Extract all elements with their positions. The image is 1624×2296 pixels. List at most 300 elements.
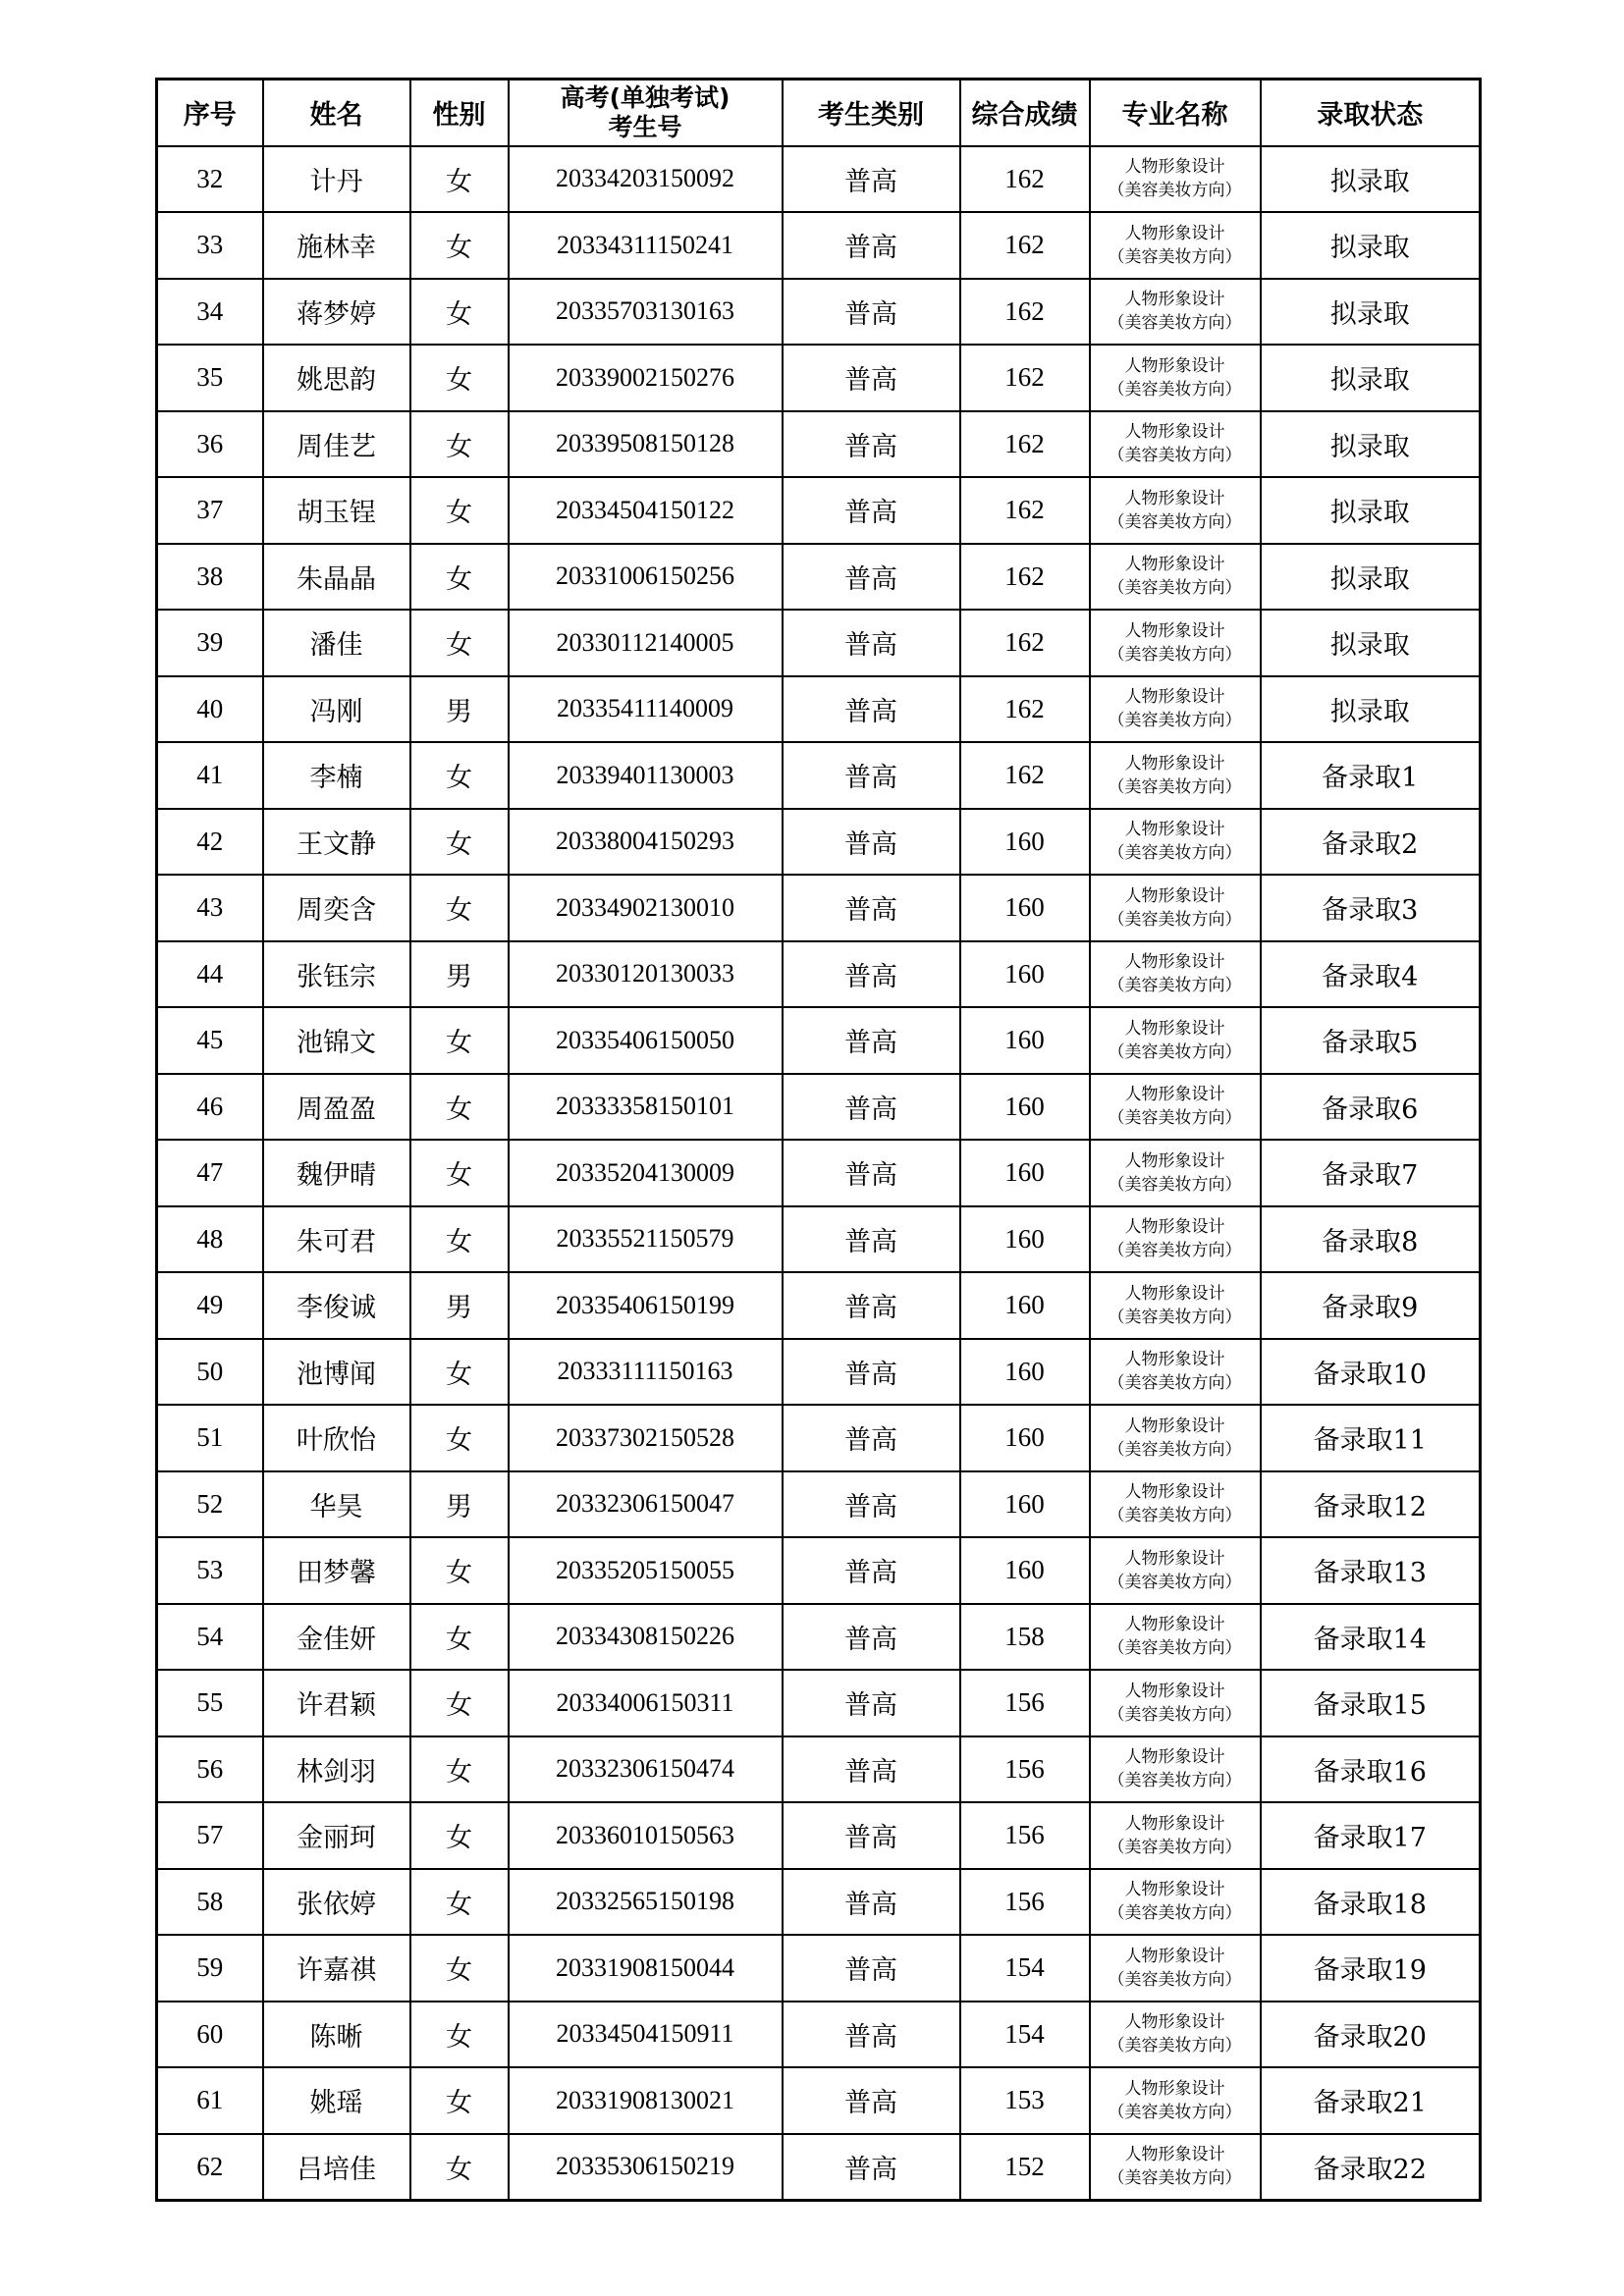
cell-major-line1: 人物形象设计 — [1124, 1350, 1225, 1370]
cell-category: 普高 — [783, 544, 960, 611]
cell-category: 普高 — [783, 1007, 960, 1074]
cell-score: 160 — [960, 875, 1090, 941]
cell-major — [1090, 279, 1261, 346]
cell-status: 拟录取 — [1261, 411, 1481, 478]
cell-category: 普高 — [783, 1206, 960, 1273]
cell-name: 张依婷 — [263, 1869, 410, 1936]
cell-major — [1090, 345, 1261, 411]
cell-major-line2: （美容美妆方向） — [1108, 1506, 1242, 1526]
cell-gender: 女 — [410, 1007, 509, 1074]
cell-status: 备录取12 — [1261, 1471, 1481, 1538]
cell-seq: 52 — [157, 1471, 263, 1538]
cell-score: 154 — [960, 1935, 1090, 2002]
cell-category: 普高 — [783, 411, 960, 478]
cell-gender: 女 — [410, 2002, 509, 2068]
cell-major — [1090, 1339, 1261, 1406]
cell-seq: 57 — [157, 1802, 263, 1869]
cell-name: 池博闻 — [263, 1339, 410, 1406]
cell-major-line2: （美容美妆方向） — [1108, 711, 1242, 731]
cell-major-line1: 人物形象设计 — [1124, 1681, 1225, 1701]
cell-major-line2: （美容美妆方向） — [1108, 909, 1242, 930]
cell-category: 普高 — [783, 2134, 960, 2201]
table-row — [157, 1272, 1481, 1339]
cell-major-line1: 人物形象设计 — [1124, 157, 1225, 178]
cell-major — [1090, 1206, 1261, 1273]
cell-major-line1: 人物形象设计 — [1124, 2012, 1225, 2033]
cell-name: 周佳艺 — [263, 411, 410, 478]
cell-major-line2: （美容美妆方向） — [1108, 976, 1242, 996]
cell-major — [1090, 477, 1261, 544]
cell-name: 周奕含 — [263, 875, 410, 941]
cell-exam-id: 20336010150563 — [509, 1802, 783, 1869]
cell-seq: 37 — [157, 477, 263, 544]
cell-seq: 40 — [157, 676, 263, 743]
cell-exam-id: 20335205150055 — [509, 1537, 783, 1604]
cell-major-line2: （美容美妆方向） — [1108, 446, 1242, 466]
cell-major — [1090, 2067, 1261, 2134]
cell-major-line2: （美容美妆方向） — [1108, 843, 1242, 864]
cell-seq: 44 — [157, 941, 263, 1008]
cell-score: 162 — [960, 742, 1090, 809]
cell-major-line2: （美容美妆方向） — [1108, 313, 1242, 334]
table-row — [157, 1670, 1481, 1736]
cell-major-line1: 人物形象设计 — [1124, 620, 1225, 641]
header-major: 专业名称 — [1090, 80, 1261, 146]
table-row — [157, 1339, 1481, 1406]
cell-major — [1090, 742, 1261, 809]
cell-score: 156 — [960, 1670, 1090, 1736]
cell-status: 备录取4 — [1261, 941, 1481, 1008]
cell-major-line1: 人物形象设计 — [1124, 1548, 1225, 1569]
cell-seq: 35 — [157, 345, 263, 411]
cell-major-line2: （美容美妆方向） — [1108, 1969, 1242, 1990]
cell-exam-id: 20339002150276 — [509, 345, 783, 411]
cell-major — [1090, 610, 1261, 676]
cell-seq: 59 — [157, 1935, 263, 2002]
cell-seq: 45 — [157, 1007, 263, 1074]
cell-exam-id: 20339508150128 — [509, 411, 783, 478]
cell-score: 160 — [960, 1272, 1090, 1339]
cell-category: 普高 — [783, 1537, 960, 1604]
cell-major-line1: 人物形象设计 — [1124, 1085, 1225, 1105]
table-row — [157, 1869, 1481, 1936]
cell-category: 普高 — [783, 941, 960, 1008]
cell-score: 156 — [960, 1802, 1090, 1869]
cell-name: 姚瑶 — [263, 2067, 410, 2134]
cell-status: 备录取17 — [1261, 1802, 1481, 1869]
cell-gender: 女 — [410, 2067, 509, 2134]
cell-major — [1090, 1537, 1261, 1604]
cell-major — [1090, 1074, 1261, 1141]
cell-gender: 女 — [410, 1339, 509, 1406]
cell-seq: 60 — [157, 2002, 263, 2068]
cell-major-line1: 人物形象设计 — [1124, 1946, 1225, 1966]
cell-major-line1: 人物形象设计 — [1124, 2078, 1225, 2099]
table-row — [157, 610, 1481, 676]
cell-score: 162 — [960, 411, 1090, 478]
cell-gender: 女 — [410, 875, 509, 941]
table-row — [157, 875, 1481, 941]
cell-seq: 53 — [157, 1537, 263, 1604]
cell-gender: 女 — [410, 411, 509, 478]
cell-gender: 女 — [410, 2134, 509, 2201]
table-row — [157, 1074, 1481, 1141]
cell-exam-id: 20334308150226 — [509, 1604, 783, 1671]
cell-category: 普高 — [783, 1736, 960, 1803]
cell-major-line2: （美容美妆方向） — [1108, 1241, 1242, 1261]
table-row — [157, 411, 1481, 478]
cell-major-line1: 人物形象设计 — [1124, 1415, 1225, 1436]
cell-major — [1090, 1802, 1261, 1869]
cell-category: 普高 — [783, 1140, 960, 1206]
cell-exam-id: 20332306150047 — [509, 1471, 783, 1538]
admission-table — [155, 78, 1482, 2202]
table-row — [157, 1935, 1481, 2002]
cell-seq: 36 — [157, 411, 263, 478]
cell-name: 金丽珂 — [263, 1802, 410, 1869]
cell-score: 152 — [960, 2134, 1090, 2201]
cell-status: 备录取1 — [1261, 742, 1481, 809]
cell-name: 陈晰 — [263, 2002, 410, 2068]
table-row — [157, 1471, 1481, 1538]
cell-score: 160 — [960, 1471, 1090, 1538]
cell-major — [1090, 544, 1261, 611]
cell-status: 备录取22 — [1261, 2134, 1481, 2201]
cell-category: 普高 — [783, 1670, 960, 1736]
header-status: 录取状态 — [1261, 80, 1481, 146]
cell-score: 160 — [960, 941, 1090, 1008]
cell-exam-id: 20334902130010 — [509, 875, 783, 941]
cell-major-line2: （美容美妆方向） — [1108, 578, 1242, 599]
cell-major — [1090, 2134, 1261, 2201]
cell-name: 金佳妍 — [263, 1604, 410, 1671]
cell-gender: 男 — [410, 676, 509, 743]
cell-major-line2: （美容美妆方向） — [1108, 1704, 1242, 1725]
cell-major-line1: 人物形象设计 — [1124, 1482, 1225, 1503]
cell-gender: 女 — [410, 1140, 509, 1206]
cell-seq: 50 — [157, 1339, 263, 1406]
cell-major-line1: 人物形象设计 — [1124, 223, 1225, 243]
cell-major-line2: （美容美妆方向） — [1108, 1041, 1242, 1062]
cell-score: 156 — [960, 1869, 1090, 1936]
cell-major-line2: （美容美妆方向） — [1108, 1638, 1242, 1659]
cell-score: 162 — [960, 279, 1090, 346]
header-name: 姓名 — [263, 80, 410, 146]
header-row — [157, 80, 1481, 146]
cell-major-line2: （美容美妆方向） — [1108, 1307, 1242, 1327]
cell-gender: 女 — [410, 809, 509, 876]
cell-score: 160 — [960, 1405, 1090, 1471]
cell-name: 王文静 — [263, 809, 410, 876]
cell-gender: 男 — [410, 1471, 509, 1538]
cell-gender: 男 — [410, 941, 509, 1008]
cell-category: 普高 — [783, 477, 960, 544]
table-row — [157, 1736, 1481, 1803]
cell-score: 162 — [960, 477, 1090, 544]
cell-seq: 42 — [157, 809, 263, 876]
cell-exam-id: 20335703130163 — [509, 279, 783, 346]
cell-score: 160 — [960, 809, 1090, 876]
cell-major-line1: 人物形象设计 — [1124, 2145, 1225, 2164]
cell-status: 备录取16 — [1261, 1736, 1481, 1803]
cell-exam-id: 20335406150199 — [509, 1272, 783, 1339]
cell-seq: 61 — [157, 2067, 263, 2134]
cell-seq: 39 — [157, 610, 263, 676]
cell-exam-id: 20333358150101 — [509, 1074, 783, 1141]
cell-major-line1: 人物形象设计 — [1124, 1283, 1225, 1304]
cell-gender: 女 — [410, 1736, 509, 1803]
cell-exam-id: 20332306150474 — [509, 1736, 783, 1803]
cell-status: 拟录取 — [1261, 279, 1481, 346]
cell-status: 备录取7 — [1261, 1140, 1481, 1206]
cell-major-line2: （美容美妆方向） — [1108, 1771, 1242, 1791]
cell-category: 普高 — [783, 345, 960, 411]
cell-gender: 女 — [410, 212, 509, 279]
header-exam-id-line1: 高考(单独考试) — [560, 82, 731, 112]
cell-major — [1090, 1140, 1261, 1206]
cell-score: 154 — [960, 2002, 1090, 2068]
cell-major-line2: （美容美妆方向） — [1108, 776, 1242, 797]
cell-name: 吕培佳 — [263, 2134, 410, 2201]
cell-exam-id: 20338004150293 — [509, 809, 783, 876]
table-row — [157, 279, 1481, 346]
cell-seq: 49 — [157, 1272, 263, 1339]
cell-status: 备录取5 — [1261, 1007, 1481, 1074]
cell-seq: 54 — [157, 1604, 263, 1671]
cell-exam-id: 20334504150122 — [509, 477, 783, 544]
cell-major-line1: 人物形象设计 — [1124, 1813, 1225, 1834]
cell-exam-id: 20335521150579 — [509, 1206, 783, 1273]
cell-category: 普高 — [783, 2067, 960, 2134]
header-score: 综合成绩 — [960, 80, 1090, 146]
cell-gender: 女 — [410, 146, 509, 213]
cell-status: 拟录取 — [1261, 146, 1481, 213]
cell-seq: 33 — [157, 212, 263, 279]
cell-status: 备录取14 — [1261, 1604, 1481, 1671]
cell-gender: 女 — [410, 1074, 509, 1141]
cell-gender: 女 — [410, 742, 509, 809]
cell-status: 拟录取 — [1261, 676, 1481, 743]
cell-seq: 34 — [157, 279, 263, 346]
table-row — [157, 2134, 1481, 2201]
cell-status: 备录取19 — [1261, 1935, 1481, 2002]
cell-category: 普高 — [783, 1604, 960, 1671]
cell-category: 普高 — [783, 279, 960, 346]
cell-category: 普高 — [783, 1405, 960, 1471]
table-row — [157, 809, 1481, 876]
cell-major-line2: （美容美妆方向） — [1108, 2102, 1242, 2122]
cell-score: 160 — [960, 1537, 1090, 1604]
cell-score: 160 — [960, 1339, 1090, 1406]
table-row — [157, 742, 1481, 809]
cell-name: 魏伊晴 — [263, 1140, 410, 1206]
cell-category: 普高 — [783, 1339, 960, 1406]
cell-seq: 62 — [157, 2134, 263, 2201]
table-row — [157, 941, 1481, 1008]
cell-gender: 女 — [410, 1802, 509, 1869]
cell-status: 备录取20 — [1261, 2002, 1481, 2068]
cell-major — [1090, 1405, 1261, 1471]
cell-major-line1: 人物形象设计 — [1124, 1150, 1225, 1171]
cell-status: 拟录取 — [1261, 477, 1481, 544]
cell-name: 林剑羽 — [263, 1736, 410, 1803]
table-row — [157, 1604, 1481, 1671]
cell-major-line2: （美容美妆方向） — [1108, 1174, 1242, 1195]
cell-category: 普高 — [783, 742, 960, 809]
cell-name: 蒋梦婷 — [263, 279, 410, 346]
cell-name: 姚思韵 — [263, 345, 410, 411]
cell-category: 普高 — [783, 1272, 960, 1339]
cell-score: 160 — [960, 1140, 1090, 1206]
cell-seq: 51 — [157, 1405, 263, 1471]
cell-status: 备录取10 — [1261, 1339, 1481, 1406]
cell-major-line1: 人物形象设计 — [1124, 1880, 1225, 1900]
cell-name: 胡玉锃 — [263, 477, 410, 544]
cell-major-line1: 人物形象设计 — [1124, 488, 1225, 508]
cell-major — [1090, 1471, 1261, 1538]
cell-category: 普高 — [783, 1471, 960, 1538]
cell-status: 备录取18 — [1261, 1869, 1481, 1936]
cell-score: 153 — [960, 2067, 1090, 2134]
header-exam-id-line2: 考生号 — [608, 112, 682, 141]
cell-score: 158 — [960, 1604, 1090, 1671]
cell-score: 162 — [960, 212, 1090, 279]
cell-category: 普高 — [783, 212, 960, 279]
cell-status: 备录取9 — [1261, 1272, 1481, 1339]
cell-exam-id: 20334203150092 — [509, 146, 783, 213]
cell-category: 普高 — [783, 1869, 960, 1936]
table-row — [157, 1405, 1481, 1471]
cell-major-line2: （美容美妆方向） — [1108, 1572, 1242, 1592]
cell-score: 160 — [960, 1074, 1090, 1141]
cell-major — [1090, 146, 1261, 213]
header-exam-id — [509, 80, 783, 146]
table-row — [157, 544, 1481, 611]
cell-score: 156 — [960, 1736, 1090, 1803]
cell-major-line2: （美容美妆方向） — [1108, 246, 1242, 267]
cell-gender: 女 — [410, 279, 509, 346]
cell-exam-id: 20331908150044 — [509, 1935, 783, 2002]
cell-major-line1: 人物形象设计 — [1124, 1747, 1225, 1768]
cell-exam-id: 20330112140005 — [509, 610, 783, 676]
cell-status: 拟录取 — [1261, 610, 1481, 676]
cell-major-line1: 人物形象设计 — [1124, 753, 1225, 774]
cell-seq: 32 — [157, 146, 263, 213]
cell-major-line2: （美容美妆方向） — [1108, 2168, 1242, 2188]
cell-exam-id: 20331006150256 — [509, 544, 783, 611]
cell-score: 162 — [960, 544, 1090, 611]
cell-status: 备录取8 — [1261, 1206, 1481, 1273]
cell-score: 160 — [960, 1007, 1090, 1074]
cell-status: 备录取15 — [1261, 1670, 1481, 1736]
cell-exam-id: 20333111150163 — [509, 1339, 783, 1406]
cell-exam-id: 20334006150311 — [509, 1670, 783, 1736]
cell-major-line1: 人物形象设计 — [1124, 355, 1225, 376]
cell-category: 普高 — [783, 875, 960, 941]
cell-name: 潘佳 — [263, 610, 410, 676]
cell-major — [1090, 1869, 1261, 1936]
cell-major — [1090, 1007, 1261, 1074]
cell-status: 备录取13 — [1261, 1537, 1481, 1604]
table-row — [157, 2002, 1481, 2068]
cell-name: 计丹 — [263, 146, 410, 213]
table-row — [157, 1206, 1481, 1273]
cell-major — [1090, 1935, 1261, 2002]
cell-major-line1: 人物形象设计 — [1124, 1217, 1225, 1238]
cell-major-line1: 人物形象设计 — [1124, 885, 1225, 906]
cell-seq: 55 — [157, 1670, 263, 1736]
table-row — [157, 676, 1481, 743]
cell-name: 张钰宗 — [263, 941, 410, 1008]
cell-category: 普高 — [783, 1074, 960, 1141]
cell-major — [1090, 809, 1261, 876]
cell-seq: 47 — [157, 1140, 263, 1206]
cell-name: 叶欣怡 — [263, 1405, 410, 1471]
cell-score: 162 — [960, 345, 1090, 411]
cell-gender: 女 — [410, 1206, 509, 1273]
cell-major-line1: 人物形象设计 — [1124, 1018, 1225, 1039]
cell-gender: 女 — [410, 345, 509, 411]
cell-major — [1090, 1736, 1261, 1803]
table-row — [157, 212, 1481, 279]
cell-exam-id: 20334504150911 — [509, 2002, 783, 2068]
cell-major-line2: （美容美妆方向） — [1108, 1373, 1242, 1394]
cell-exam-id: 20332565150198 — [509, 1869, 783, 1936]
table-row — [157, 1007, 1481, 1074]
cell-major-line1: 人物形象设计 — [1124, 687, 1225, 708]
cell-category: 普高 — [783, 809, 960, 876]
cell-exam-id: 20335306150219 — [509, 2134, 783, 2201]
cell-name: 李楠 — [263, 742, 410, 809]
cell-exam-id: 20337302150528 — [509, 1405, 783, 1471]
cell-name: 周盈盈 — [263, 1074, 410, 1141]
cell-major-line2: （美容美妆方向） — [1108, 644, 1242, 665]
cell-name: 许君颖 — [263, 1670, 410, 1736]
cell-major-line1: 人物形象设计 — [1124, 820, 1225, 840]
cell-status: 拟录取 — [1261, 544, 1481, 611]
cell-major-line2: （美容美妆方向） — [1108, 1837, 1242, 1857]
cell-seq: 56 — [157, 1736, 263, 1803]
cell-name: 华昊 — [263, 1471, 410, 1538]
cell-major-line1: 人物形象设计 — [1124, 422, 1225, 443]
cell-major-line2: （美容美妆方向） — [1108, 181, 1242, 201]
table-row — [157, 1140, 1481, 1206]
cell-exam-id: 20339401130003 — [509, 742, 783, 809]
cell-major-line2: （美容美妆方向） — [1108, 1439, 1242, 1460]
cell-major-line2: （美容美妆方向） — [1108, 511, 1242, 532]
cell-category: 普高 — [783, 146, 960, 213]
cell-exam-id: 20331908130021 — [509, 2067, 783, 2134]
cell-category: 普高 — [783, 610, 960, 676]
cell-seq: 43 — [157, 875, 263, 941]
table-row — [157, 1802, 1481, 1869]
cell-category: 普高 — [783, 1802, 960, 1869]
cell-major — [1090, 212, 1261, 279]
cell-major-line1: 人物形象设计 — [1124, 952, 1225, 973]
cell-gender: 女 — [410, 1670, 509, 1736]
cell-category: 普高 — [783, 676, 960, 743]
cell-gender: 女 — [410, 1537, 509, 1604]
cell-major — [1090, 1604, 1261, 1671]
cell-major — [1090, 2002, 1261, 2068]
table-row — [157, 1537, 1481, 1604]
cell-status: 备录取2 — [1261, 809, 1481, 876]
cell-exam-id: 20335204130009 — [509, 1140, 783, 1206]
cell-status: 备录取6 — [1261, 1074, 1481, 1141]
cell-gender: 女 — [410, 610, 509, 676]
cell-score: 162 — [960, 610, 1090, 676]
cell-gender: 女 — [410, 1405, 509, 1471]
